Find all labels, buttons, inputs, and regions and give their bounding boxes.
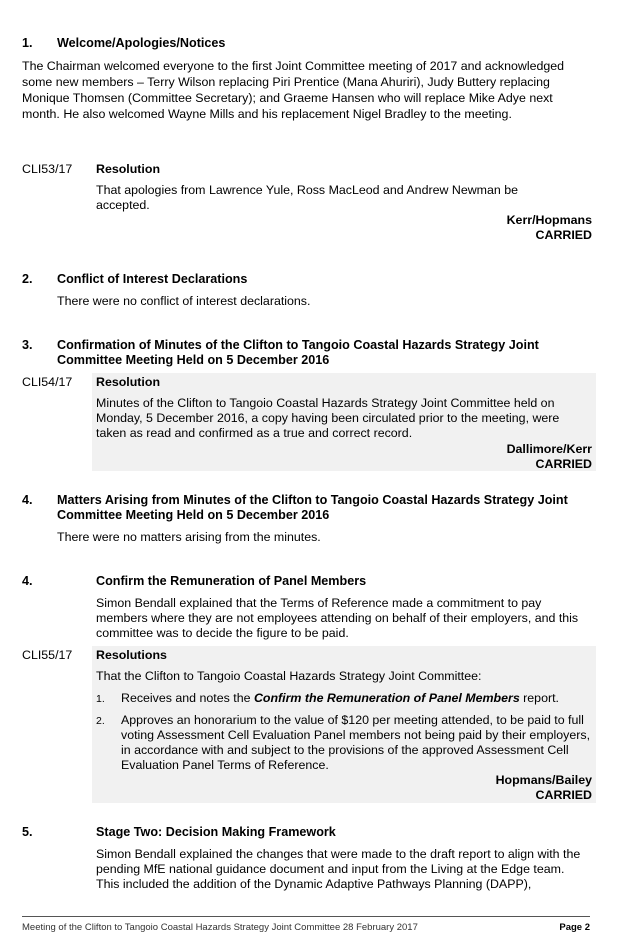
section-4a-body: There were no matters arising from the minutes. xyxy=(57,530,321,544)
section-4b-title: Confirm the Remuneration of Panel Members xyxy=(96,574,367,588)
section-1-title: Welcome/Apologies/Notices xyxy=(57,36,226,50)
item-2-number: 2. xyxy=(96,715,105,727)
resolution-55-code: CLI55/17 xyxy=(22,648,73,662)
section-1-number: 1. xyxy=(22,36,33,50)
section-4a-title-line2: Committee Meeting Held on 5 December 2016 xyxy=(57,508,330,522)
item-2-text: Approves an honorarium to the value of $120 per meeting attended, to be paid to full voting Assessment Cell Evaluation Panel members not being paid by their employers, in accordance with and subject to the provisions of the approved Assessment Cell Evaluation Panel Terms of Reference. xyxy=(121,713,591,772)
footer-page-number: Page 2 xyxy=(559,922,590,933)
footer-meeting-title: Meeting of the Clifton to Tangoio Coastal Hazards Strategy Joint Committee 28 February 2017 xyxy=(22,922,418,933)
resolution-54-code: CLI54/17 xyxy=(22,375,73,389)
section-4b-number: 4. xyxy=(22,574,33,588)
resolution-54-movers: Dallimore/Kerr xyxy=(506,442,592,456)
section-2-number: 2. xyxy=(22,272,33,286)
section-2-title: Conflict of Interest Declarations xyxy=(57,272,248,286)
section-4a-number: 4. xyxy=(22,493,33,507)
section-2-body: There were no conflict of interest declarations. xyxy=(57,294,311,308)
item-1-text-pre: Receives and notes the xyxy=(121,691,254,705)
resolution-55-movers: Hopmans/Bailey xyxy=(495,773,592,787)
item-1-number: 1. xyxy=(96,693,105,705)
resolution-53-code: CLI53/17 xyxy=(22,162,73,176)
footer-rule xyxy=(22,916,590,917)
section-5-body: Simon Bendall explained the changes that were made to the draft report to align with the pending MfE national guidance document and input from the Living at the Edge team. This included the addition of the Dynamic Adaptive Pathways Planning (DAPP), xyxy=(96,847,581,891)
item-1-text-post: report. xyxy=(519,691,559,705)
resolution-54-body: Minutes of the Clifton to Tangoio Coastal Hazards Strategy Joint Committee held on Monday, 5 December 2016, a copy having been circulated prior to the meeting, were taken as read and confirmed as a true and correct record. xyxy=(96,396,560,440)
section-3-number: 3. xyxy=(22,338,33,352)
section-5-title: Stage Two: Decision Making Framework xyxy=(96,825,336,839)
item-1-text xyxy=(121,691,559,706)
section-5-number: 5. xyxy=(22,825,33,839)
resolution-54-title: Resolution xyxy=(96,375,161,389)
resolution-55-item-2 xyxy=(96,713,590,775)
section-4b-body: Simon Bendall explained that the Terms of Reference made a commitment to pay members where they are not employees attending on behalf of their employers, and this committee was to decide the figure to be paid. xyxy=(96,596,579,640)
section-3-title-line1: Confirmation of Minutes of the Clifton to Tangoio Coastal Hazards Strategy Joint xyxy=(57,338,539,352)
resolution-53-body: That apologies from Lawrence Yule, Ross MacLeod and Andrew Newman be accepted. xyxy=(96,183,518,212)
section-3-title-line2: Committee Meeting Held on 5 December 2016 xyxy=(57,353,330,367)
resolution-55-item-1 xyxy=(96,691,590,707)
section-4a-title-line1: Matters Arising from Minutes of the Clifton to Tangoio Coastal Hazards Strategy Joint xyxy=(57,493,568,507)
resolution-55-title: Resolutions xyxy=(96,648,167,662)
resolution-54-status: CARRIED xyxy=(535,457,592,471)
resolution-53-movers: Kerr/Hopmans xyxy=(506,213,592,227)
resolution-53-title: Resolution xyxy=(96,162,161,176)
section-1-body: The Chairman welcomed everyone to the first Joint Committee meeting of 2017 and acknowledged some new members – Terry Wilson replacing Piri Prentice (Mana Ahuriri), Judy Buttery replacing Monique Thomsen (Committee Secretary); and Graeme Hansen who will replace Mike Adye next month. He also welcomed Wayne Mills and his replacement Nigel Bradley to the meeting. xyxy=(22,59,565,121)
resolution-55-status: CARRIED xyxy=(535,788,592,802)
resolution-53-status: CARRIED xyxy=(535,228,592,242)
item-1-report-title: Confirm the Remuneration of Panel Members xyxy=(253,691,520,705)
resolution-55-intro: That the Clifton to Tangoio Coastal Hazards Strategy Joint Committee: xyxy=(96,669,482,683)
